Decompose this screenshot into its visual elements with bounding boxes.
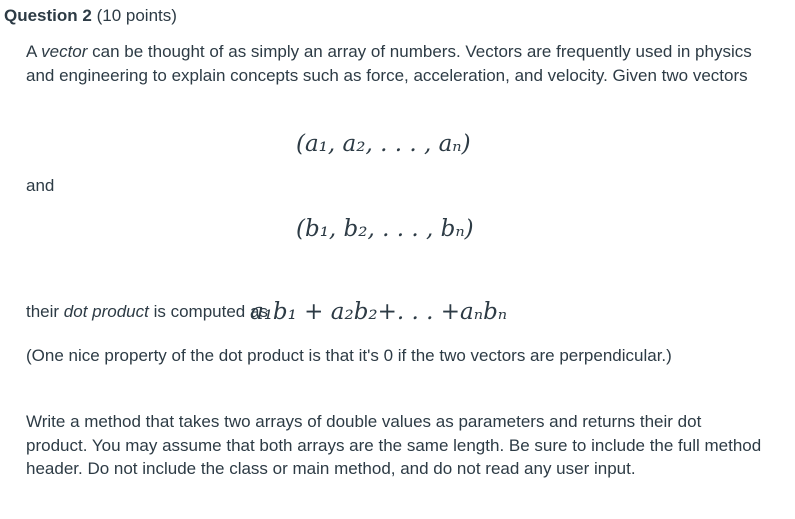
dot-product-term: dot product xyxy=(63,302,149,321)
dot-product-formula: a₁b₁ + a₂b₂+. . . +aₙbₙ xyxy=(250,299,508,325)
question-points: (10 points) xyxy=(96,6,177,25)
and-text: and xyxy=(26,176,55,195)
vector-a-formula: (a₁, a₂, . . . , aₙ) xyxy=(296,131,471,157)
dot-intro-start: their xyxy=(26,302,64,321)
vector-b-formula: (b₁, b₂, . . . , bₙ) xyxy=(296,216,474,242)
intro-paragraph xyxy=(26,40,771,87)
question-header xyxy=(4,5,177,27)
intro-text-end: can be thought of as simply an array of numbers. Vectors are frequently used in physics and engineering to explain concepts such as force, acceleration, and velocity. Given two vectors xyxy=(26,42,752,85)
dot-product-intro xyxy=(26,300,268,324)
dot-intro-end: is computed as xyxy=(148,302,268,321)
task-instructions: Write a method that takes two arrays of double values as parameters and returns their dot product. You may assume that both arrays are the same length. Be sure to include the full method header. Do not include the class or main method, and do not read any user input. xyxy=(26,412,762,478)
question-title: Question 2 xyxy=(4,6,92,25)
perpendicular-note: (One nice property of the dot product is that it's 0 if the two vectors are perpendicular.) xyxy=(26,346,672,365)
vector-term: vector xyxy=(41,42,88,61)
intro-text-start: A xyxy=(26,42,42,61)
